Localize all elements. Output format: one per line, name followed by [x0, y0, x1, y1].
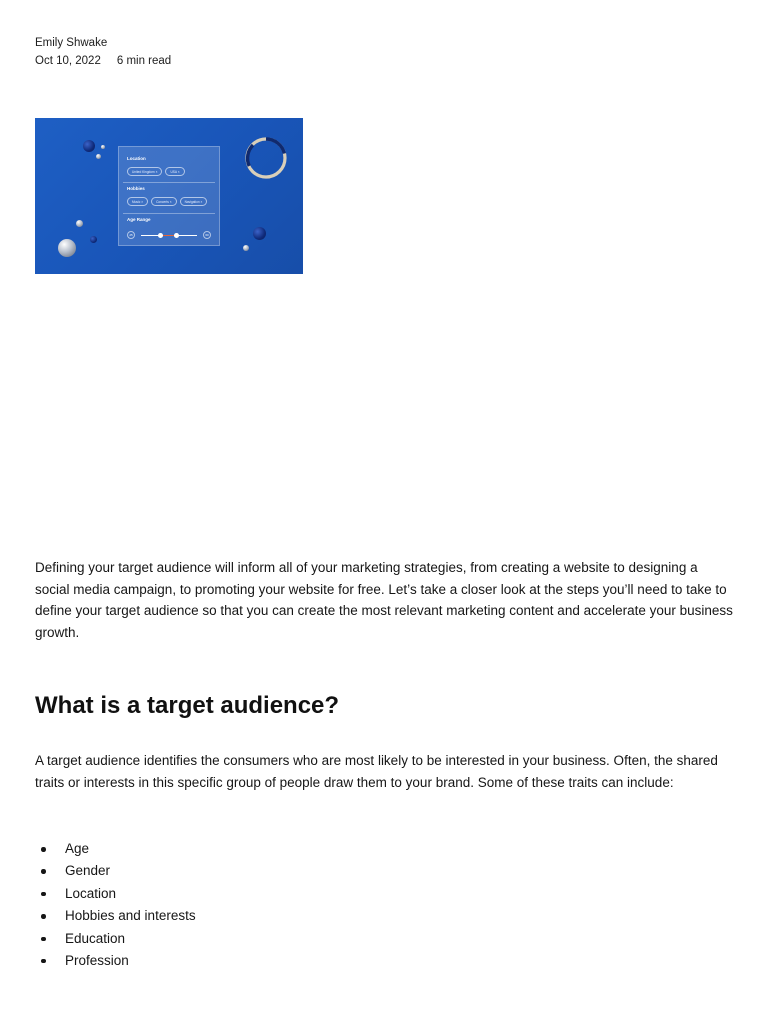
list-item: Profession — [35, 950, 196, 972]
author-name[interactable]: Emily Shwake — [35, 37, 108, 49]
list-item: Education — [35, 928, 196, 950]
hobby-chip: Concerts × — [151, 197, 177, 206]
age-range-slider — [127, 231, 211, 239]
section-paragraph: A target audience identifies the consumers who are most likely to be interested in your business. Often, the shared traits or interests in this specific group of people draw them to your brand. Some of these traits can include: — [35, 753, 718, 790]
location-chips — [127, 167, 185, 176]
location-chip: USA × — [165, 167, 184, 176]
list-item: Age — [35, 838, 196, 860]
sphere-decoration — [96, 154, 101, 159]
age-min-value: 25 — [127, 231, 135, 239]
slider-knob-min — [158, 233, 163, 238]
article-meta-row — [35, 52, 171, 70]
age-range-label: Age Range — [127, 217, 151, 222]
hobby-chip: Music × — [127, 197, 148, 206]
publish-date: Oct 10, 2022 — [35, 55, 101, 67]
sphere-decoration — [58, 239, 76, 257]
ring-decoration — [243, 135, 289, 181]
divider — [123, 182, 215, 183]
sphere-decoration — [101, 145, 105, 149]
list-item: Hobbies and interests — [35, 905, 196, 927]
slider-track — [141, 235, 197, 237]
article-meta — [35, 34, 171, 70]
traits-list — [35, 838, 196, 972]
location-label: Location — [127, 156, 146, 161]
sphere-decoration — [243, 245, 249, 251]
age-max-value: 60 — [203, 231, 211, 239]
section-heading: What is a target audience? — [35, 692, 340, 719]
location-chip: United Kingdom × — [127, 167, 162, 176]
hero-image — [35, 118, 303, 274]
hobbies-label: Hobbies — [127, 186, 145, 191]
hobby-chip: Navigation × — [180, 197, 208, 206]
list-item: Location — [35, 883, 196, 905]
sphere-decoration — [90, 236, 97, 243]
divider — [123, 213, 215, 214]
list-item: Gender — [35, 860, 196, 882]
read-time: 6 min read — [116, 55, 172, 67]
sphere-decoration — [83, 140, 95, 152]
hobbies-chips — [127, 197, 207, 206]
slider-knob-max — [174, 233, 179, 238]
audience-filter-card — [118, 146, 220, 246]
sphere-decoration — [76, 220, 83, 227]
sphere-decoration — [253, 227, 266, 240]
intro-paragraph: Defining your target audience will inform all of your marketing strategies, from creating a website to designing a social media campaign, to promoting your website for free. Let’s take a closer look at the steps you’ll need to take to define your target audience so that you can create the most relevant marketing content and accelerate your business growth. — [35, 560, 733, 640]
